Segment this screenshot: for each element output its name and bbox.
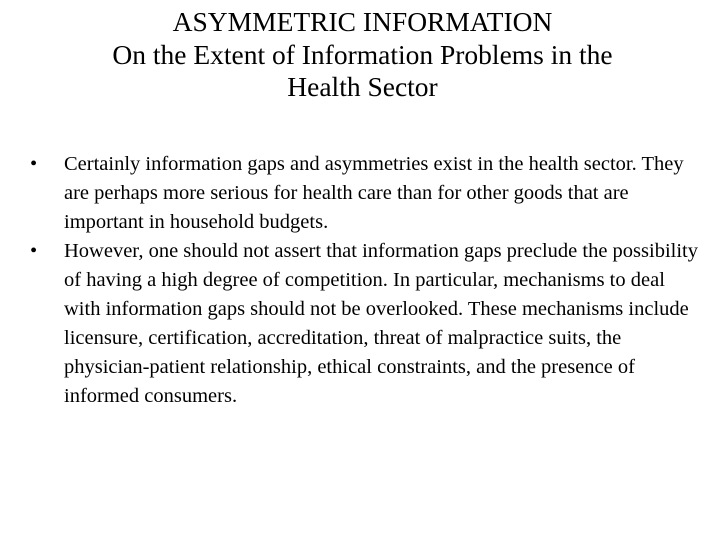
title-line-1: ASYMMETRIC INFORMATION [172,6,553,37]
bullet-item [30,150,700,237]
title-line-2: On the Extent of Information Problems in the [112,38,613,70]
bullet-list [30,150,700,411]
title-line-3: Health Sector [287,71,438,102]
bullet-marker: • [30,240,38,262]
slide-title [0,6,720,104]
bullet-marker: • [30,153,38,175]
bullet-item [30,237,700,411]
bullet-text: However, one should not assert that information gaps preclude the possibility of having a high degree of competition. In particular, mechanisms to deal with information gaps should not be overlooked. These mechanisms include licensure, certification, accreditation, threat of malpractice suits, the physician-patient relationship, ethical constraints, and the presence of informed consumers. [64,240,698,407]
bullet-text: Certainly information gaps and asymmetries exist in the health sector. They are perhaps more serious for health care than for other goods that are important in household budgets. [64,153,684,233]
